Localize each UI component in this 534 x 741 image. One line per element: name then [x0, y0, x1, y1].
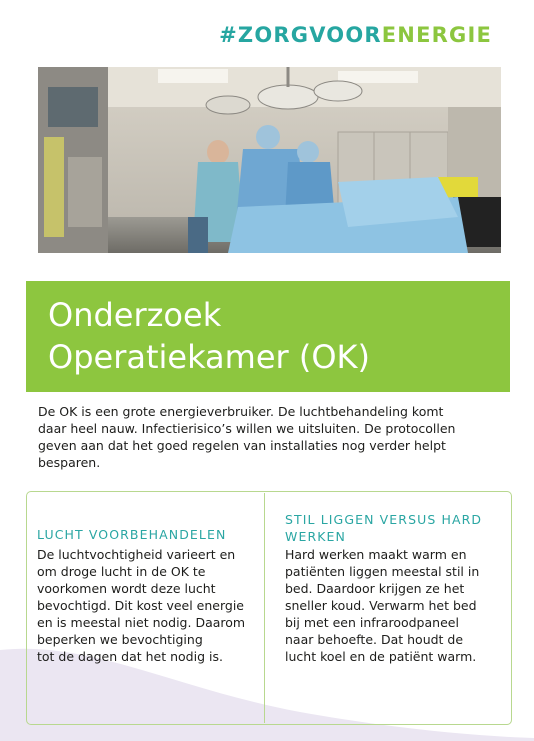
intro-line: daar heel nauw. Infectierisico’s willen we uitsluiten. De protocollen [38, 421, 456, 436]
intro-line: De OK is een grote energieverbruiker. De luchtbehandeling komt [38, 404, 444, 419]
operating-room-photo [38, 67, 501, 253]
page-title-line-1: Onderzoek [48, 296, 222, 334]
intro-line: geven aan dat het goed regelen van installaties nog verder helpt [38, 438, 446, 453]
intro-paragraph [38, 403, 508, 471]
column-1-heading: LUCHT VOORBEHANDELEN [37, 527, 227, 542]
page-title-line-2: Operatiekamer (OK) [48, 338, 370, 376]
column-2-body: Hard werken maakt warm en patiënten liggen meestal stil in bed. Daardoor krijgen ze het sneller koud. Verwarm het bed bij met een infraroodpaneel naar behoefte. Dat houdt de lucht koel en de patiënt warm. [285, 547, 480, 664]
intro-line: besparen. [38, 455, 101, 470]
campaign-hashtag: #ZORGVOORENERGIE [219, 23, 492, 47]
title-banner [26, 281, 510, 392]
column-1-body: De luchtvochtigheid varieert en om droge lucht in de OK te voorkomen wordt deze lucht bevochtigd. Dit kost veel energie en is meestal niet nodig. Daarom beperken we bevochtiging tot de dagen dat het nodig is. [37, 547, 246, 664]
column-2-heading: STIL LIGGEN VERSUS HARD WERKEN [285, 512, 483, 544]
column-divider [264, 493, 265, 723]
